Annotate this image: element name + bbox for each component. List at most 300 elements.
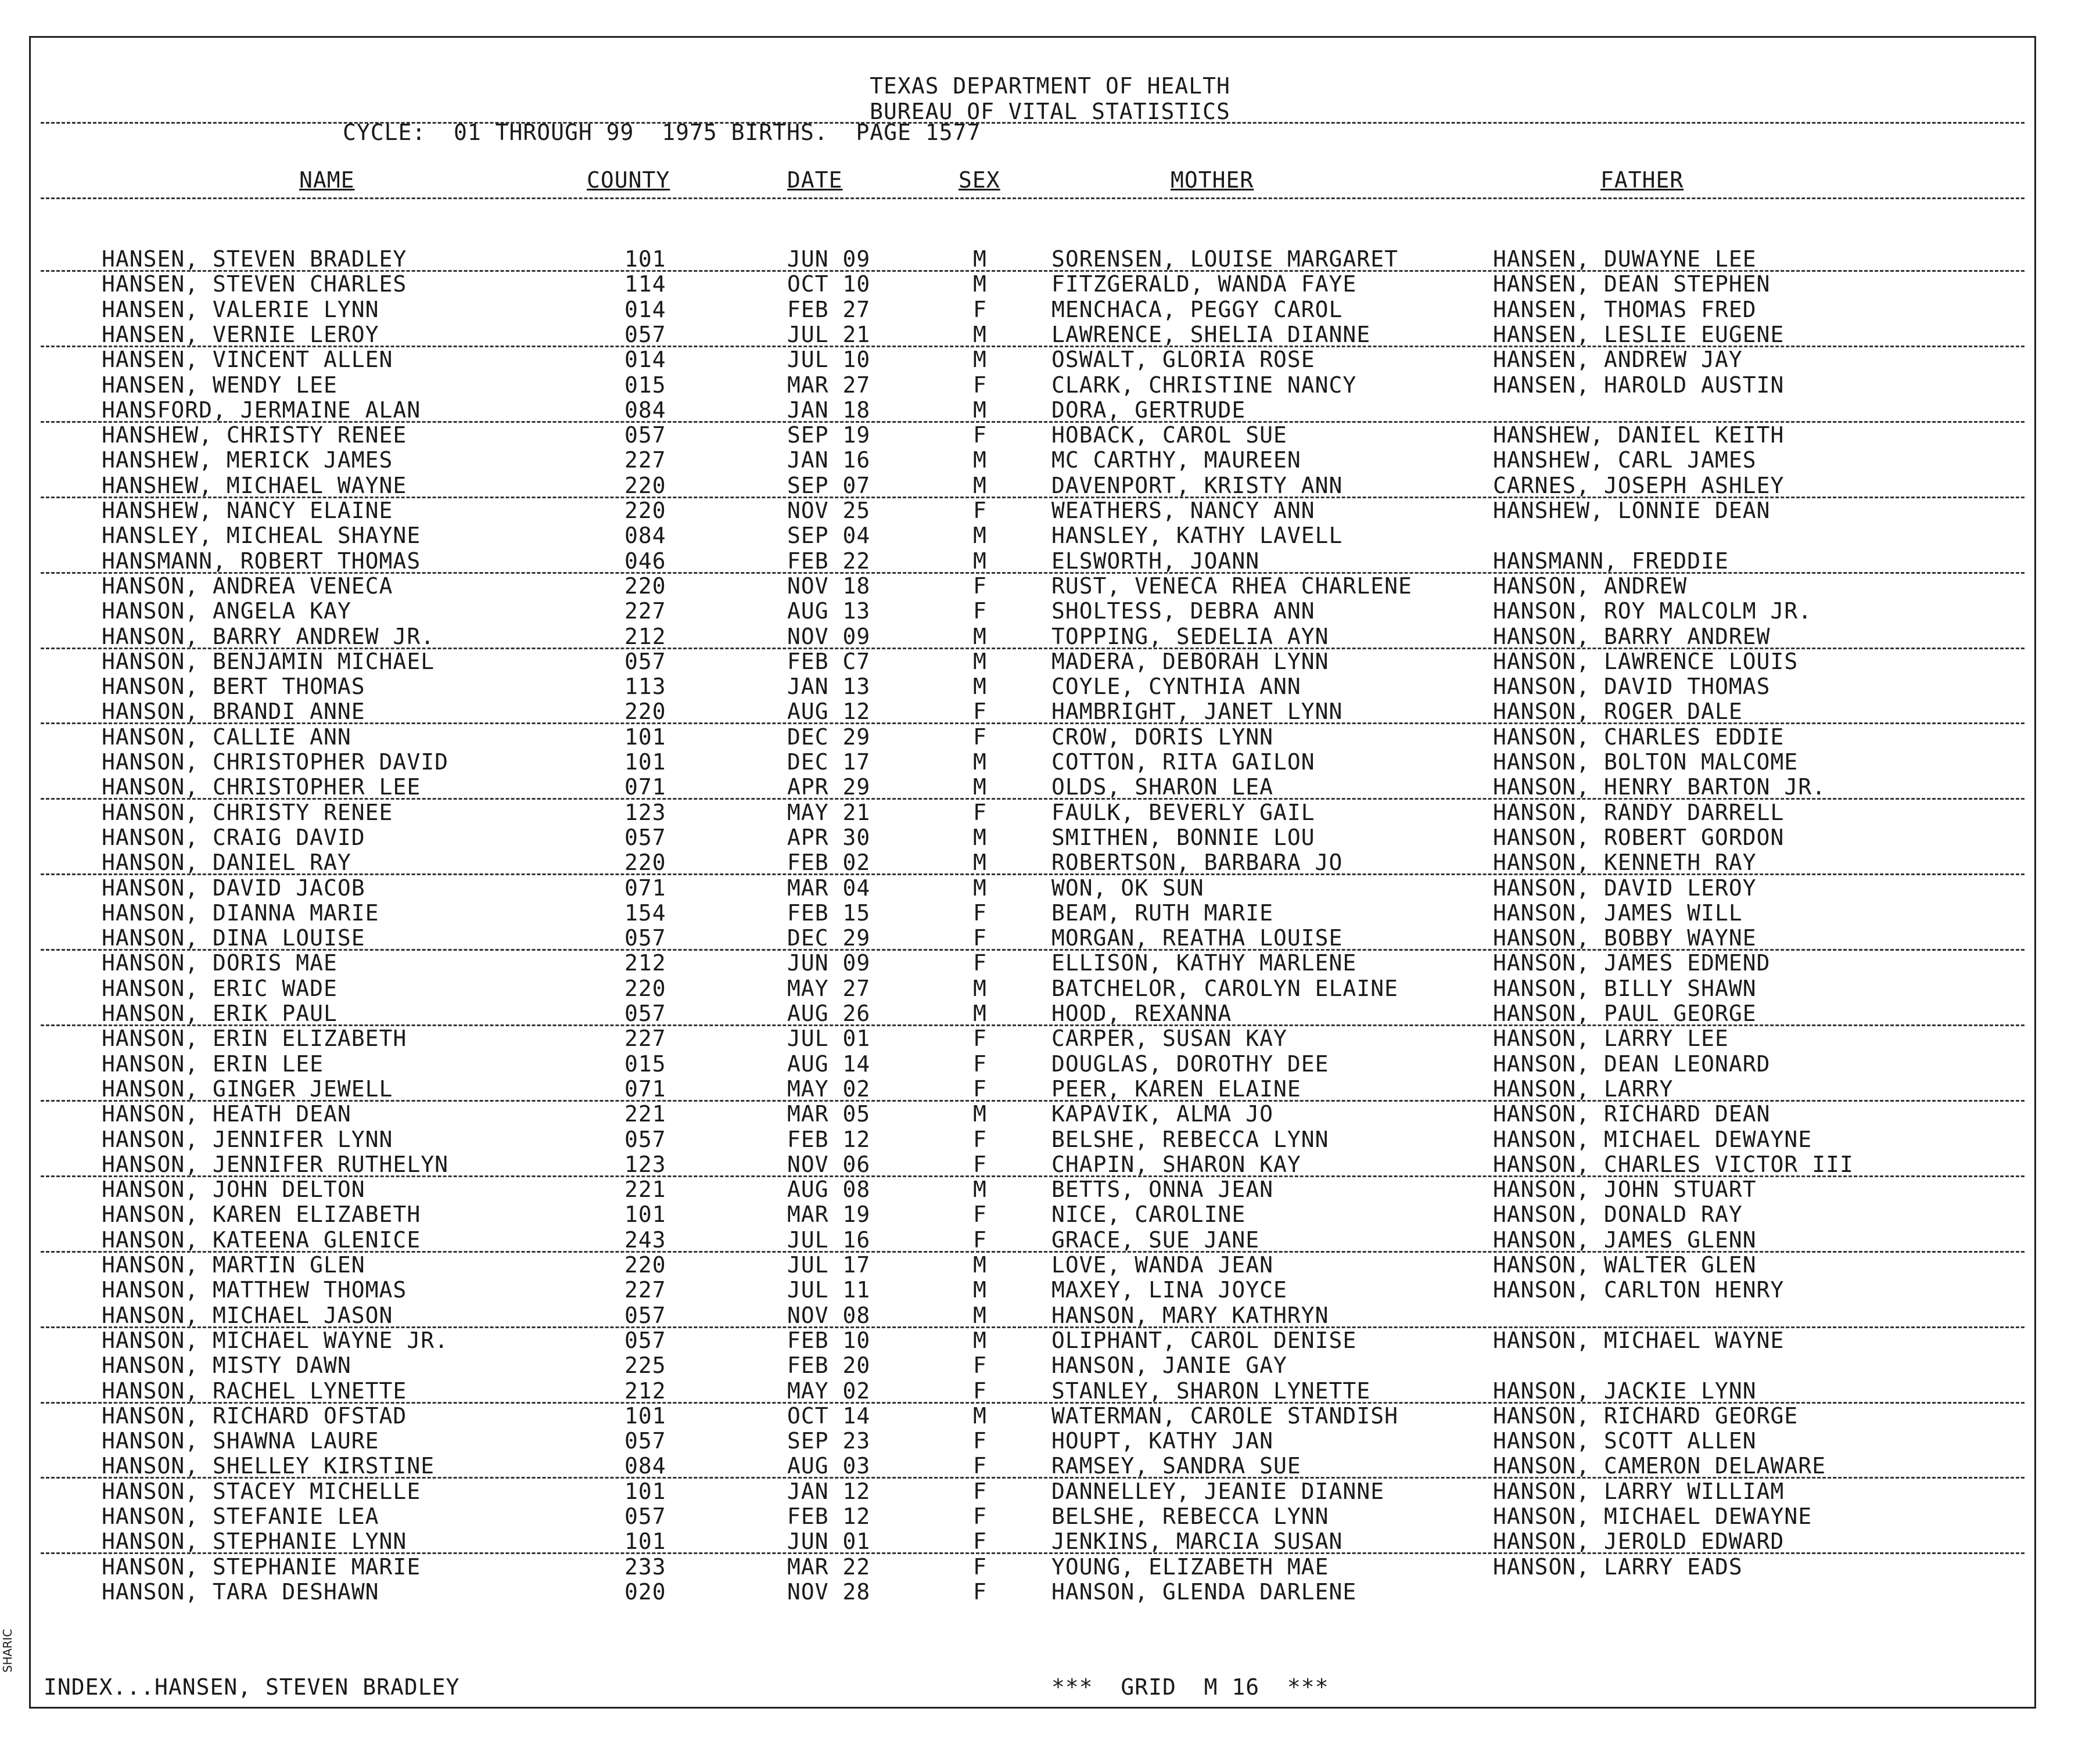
- record-sex: M: [973, 271, 987, 297]
- record-row: [0, 1429, 2100, 1454]
- record-county: 220: [624, 699, 666, 724]
- record-sex: F: [973, 1051, 987, 1077]
- col-sex-header: SEX: [959, 167, 1000, 193]
- record-row: [0, 523, 2100, 548]
- record-name: HANSON, BARRY ANDREW JR.: [102, 624, 435, 649]
- record-row: [0, 1026, 2100, 1051]
- record-name: HANSON, SHAWNA LAURE: [102, 1428, 379, 1454]
- record-row: [0, 951, 2100, 976]
- record-row: [0, 624, 2100, 649]
- record-mother: WATERMAN, CAROLE STANDISH: [1051, 1403, 1398, 1429]
- record-mother: SMITHEN, BONNIE LOU: [1051, 825, 1315, 850]
- record-name: HANSON, MICHAEL JASON: [102, 1303, 393, 1328]
- record-father: HANSEN, LESLIE EUGENE: [1493, 322, 1785, 347]
- record-county: 014: [624, 347, 666, 372]
- record-date: MAR 19: [787, 1202, 871, 1227]
- record-mother: DAVENPORT, KRISTY ANN: [1051, 473, 1343, 498]
- record-father: HANSON, LARRY WILLIAM: [1493, 1479, 1785, 1504]
- record-name: HANSON, JOHN DELTON: [102, 1177, 365, 1202]
- record-date: JUL 21: [787, 322, 871, 347]
- record-sex: F: [973, 422, 987, 448]
- record-row: [0, 1077, 2100, 1102]
- record-row: [0, 473, 2100, 498]
- record-sex: F: [973, 1504, 987, 1529]
- record-county: 101: [624, 724, 666, 750]
- record-mother: DORA, GERTRUDE: [1051, 397, 1246, 423]
- record-row: [0, 1328, 2100, 1353]
- record-name: HANSFORD, JERMAINE ALAN: [102, 397, 421, 423]
- record-name: HANSON, ERIN LEE: [102, 1051, 324, 1077]
- record-date: DEC 17: [787, 749, 871, 775]
- record-father: HANSON, PAUL GEORGE: [1493, 1001, 1757, 1026]
- record-sex: F: [973, 1152, 987, 1177]
- record-name: HANSHEW, NANCY ELAINE: [102, 498, 393, 523]
- record-date: APR 30: [787, 825, 871, 850]
- record-father: HANSEN, DUWAYNE LEE: [1493, 246, 1757, 272]
- record-father: HANSON, JACKIE LYNN: [1493, 1378, 1757, 1404]
- record-mother: BETTS, ONNA JEAN: [1051, 1177, 1274, 1202]
- record-father: HANSON, WALTER GLEN: [1493, 1252, 1757, 1278]
- record-sex: M: [973, 1001, 987, 1026]
- record-father: HANSON, CHARLES VICTOR III: [1493, 1152, 1854, 1177]
- record-mother: SORENSEN, LOUISE MARGARET: [1051, 246, 1398, 272]
- record-mother: BELSHE, REBECCA LYNN: [1051, 1127, 1329, 1152]
- record-name: HANSLEY, MICHEAL SHAYNE: [102, 523, 421, 548]
- record-row: [0, 1278, 2100, 1303]
- record-father: HANSEN, THOMAS FRED: [1493, 297, 1757, 322]
- record-mother: ELLISON, KATHY MARLENE: [1051, 950, 1357, 976]
- record-date: SEP 04: [787, 523, 871, 548]
- record-county: 084: [624, 1453, 666, 1479]
- record-date: AUG 14: [787, 1051, 871, 1077]
- record-sex: F: [973, 1353, 987, 1378]
- record-date: JUN 09: [787, 950, 871, 976]
- record-row: [0, 1379, 2100, 1404]
- record-date: JAN 16: [787, 447, 871, 473]
- record-date: MAY 02: [787, 1076, 871, 1102]
- record-name: HANSON, KATEENA GLENICE: [102, 1227, 421, 1253]
- record-county: 057: [624, 1303, 666, 1328]
- record-sex: M: [973, 246, 987, 272]
- record-county: 113: [624, 674, 666, 699]
- record-sex: F: [973, 297, 987, 322]
- record-name: HANSHEW, MICHAEL WAYNE: [102, 473, 407, 498]
- record-mother: KAPAVIK, ALMA JO: [1051, 1101, 1274, 1127]
- record-county: 015: [624, 1051, 666, 1077]
- record-mother: COTTON, RITA GAILON: [1051, 749, 1315, 775]
- record-mother: DOUGLAS, DOROTHY DEE: [1051, 1051, 1329, 1077]
- record-name: HANSON, CHRISTOPHER DAVID: [102, 749, 448, 775]
- record-name: HANSON, STEFANIE LEA: [102, 1504, 379, 1529]
- record-sex: F: [973, 598, 987, 624]
- record-county: 101: [624, 1403, 666, 1429]
- record-father: HANSEN, DEAN STEPHEN: [1493, 271, 1771, 297]
- record-sex: F: [973, 1453, 987, 1479]
- record-row: [0, 247, 2100, 272]
- record-date: MAR 27: [787, 372, 871, 398]
- record-name: HANSON, BERT THOMAS: [102, 674, 365, 699]
- record-row: [0, 322, 2100, 347]
- record-father: HANSON, ROBERT GORDON: [1493, 825, 1785, 850]
- record-name: HANSEN, VERNIE LEROY: [102, 322, 379, 347]
- record-father: HANSON, JOHN STUART: [1493, 1177, 1757, 1202]
- record-name: HANSEN, VINCENT ALLEN: [102, 347, 393, 372]
- record-mother: DANNELLEY, JEANIE DIANNE: [1051, 1479, 1385, 1504]
- record-row: [0, 448, 2100, 473]
- record-name: HANSON, ANGELA KAY: [102, 598, 351, 624]
- record-mother: MAXEY, LINA JOYCE: [1051, 1277, 1287, 1303]
- record-mother: OLIPHANT, CAROL DENISE: [1051, 1328, 1357, 1353]
- record-row: [0, 1555, 2100, 1580]
- record-name: HANSON, CHRISTOPHER LEE: [102, 774, 421, 800]
- col-county-header: COUNTY: [587, 167, 670, 193]
- record-father: HANSON, LARRY LEE: [1493, 1026, 1729, 1051]
- record-county: 243: [624, 1227, 666, 1253]
- record-sex: F: [973, 1026, 987, 1051]
- record-county: 084: [624, 397, 666, 423]
- record-name: HANSHEW, CHRISTY RENEE: [102, 422, 407, 448]
- record-father: HANSMANN, FREDDIE: [1493, 548, 1729, 574]
- record-row: [0, 599, 2100, 624]
- record-father: HANSON, ROY MALCOLM JR.: [1493, 598, 1812, 624]
- record-mother: TOPPING, SEDELIA AYN: [1051, 624, 1329, 649]
- record-mother: COYLE, CYNTHIA ANN: [1051, 674, 1301, 699]
- record-date: MAR 22: [787, 1554, 871, 1580]
- record-county: 071: [624, 774, 666, 800]
- record-county: 101: [624, 749, 666, 775]
- record-date: MAY 21: [787, 800, 871, 825]
- record-county: 101: [624, 1202, 666, 1227]
- record-county: 014: [624, 297, 666, 322]
- record-row: [0, 1580, 2100, 1605]
- record-mother: HANSON, JANIE GAY: [1051, 1353, 1287, 1378]
- record-father: HANSON, ANDREW: [1493, 573, 1688, 599]
- record-county: 057: [624, 925, 666, 951]
- record-date: SEP 07: [787, 473, 871, 498]
- record-row: [0, 272, 2100, 297]
- record-mother: GRACE, SUE JANE: [1051, 1227, 1260, 1253]
- record-sex: M: [973, 1403, 987, 1429]
- record-mother: CARPER, SUSAN KAY: [1051, 1026, 1287, 1051]
- record-county: 227: [624, 598, 666, 624]
- record-mother: CHAPIN, SHARON KAY: [1051, 1152, 1301, 1177]
- record-mother: CLARK, CHRISTINE NANCY: [1051, 372, 1357, 398]
- record-sex: F: [973, 1554, 987, 1580]
- record-date: AUG 03: [787, 1453, 871, 1479]
- record-date: JUL 17: [787, 1252, 871, 1278]
- record-county: 101: [624, 1479, 666, 1504]
- record-mother: RAMSEY, SANDRA SUE: [1051, 1453, 1301, 1479]
- record-row: [0, 1152, 2100, 1177]
- record-mother: LOVE, WANDA JEAN: [1051, 1252, 1274, 1278]
- record-name: HANSON, MISTY DAWN: [102, 1353, 351, 1378]
- record-date: FEB C7: [787, 649, 871, 674]
- record-row: [0, 1479, 2100, 1504]
- record-sex: F: [973, 1076, 987, 1102]
- record-father: HANSEN, ANDREW JAY: [1493, 347, 1743, 372]
- record-name: HANSON, MICHAEL WAYNE JR.: [102, 1328, 448, 1353]
- record-row: [0, 347, 2100, 372]
- col-date-header: DATE: [787, 167, 843, 193]
- record-father: HANSON, BOBBY WAYNE: [1493, 925, 1757, 951]
- record-father: CARNES, JOSEPH ASHLEY: [1493, 473, 1785, 498]
- record-sex: M: [973, 976, 987, 1001]
- record-mother: HOBACK, CAROL SUE: [1051, 422, 1287, 448]
- record-father: HANSON, ROGER DALE: [1493, 699, 1743, 724]
- record-county: 057: [624, 649, 666, 674]
- record-date: JAN 12: [787, 1479, 871, 1504]
- record-sex: M: [973, 1303, 987, 1328]
- record-name: HANSON, DAVID JACOB: [102, 875, 365, 901]
- record-date: JUL 01: [787, 1026, 871, 1051]
- record-father: HANSON, KENNETH RAY: [1493, 850, 1757, 875]
- record-name: HANSON, TARA DESHAWN: [102, 1579, 379, 1605]
- record-date: OCT 14: [787, 1403, 871, 1429]
- record-father: HANSON, SCOTT ALLEN: [1493, 1428, 1757, 1454]
- record-county: 154: [624, 900, 666, 926]
- record-sex: F: [973, 1378, 987, 1404]
- record-date: FEB 12: [787, 1127, 871, 1152]
- record-date: SEP 19: [787, 422, 871, 448]
- record-father: HANSON, BILLY SHAWN: [1493, 976, 1757, 1001]
- record-date: FEB 10: [787, 1328, 871, 1353]
- record-name: HANSON, KAREN ELIZABETH: [102, 1202, 421, 1227]
- record-sex: M: [973, 523, 987, 548]
- record-row: [0, 876, 2100, 901]
- record-sex: F: [973, 1428, 987, 1454]
- record-date: JUL 10: [787, 347, 871, 372]
- record-date: DEC 29: [787, 724, 871, 750]
- record-mother: FAULK, BEVERLY GAIL: [1051, 800, 1315, 825]
- record-county: 071: [624, 1076, 666, 1102]
- record-father: HANSON, DONALD RAY: [1493, 1202, 1743, 1227]
- record-sex: M: [973, 1277, 987, 1303]
- record-mother: WON, OK SUN: [1051, 875, 1204, 901]
- record-sex: F: [973, 498, 987, 523]
- record-father: HANSEN, HAROLD AUSTIN: [1493, 372, 1785, 398]
- record-name: HANSON, BRANDI ANNE: [102, 699, 365, 724]
- record-date: FEB 27: [787, 297, 871, 322]
- record-date: JUL 16: [787, 1227, 871, 1253]
- record-father: HANSON, HENRY BARTON JR.: [1493, 774, 1826, 800]
- record-name: HANSEN, STEVEN BRADLEY: [102, 246, 407, 272]
- record-sex: F: [973, 699, 987, 724]
- record-mother: RUST, VENECA RHEA CHARLENE: [1051, 573, 1412, 599]
- record-mother: HANSLEY, KATHY LAVELL: [1051, 523, 1343, 548]
- record-sex: M: [973, 473, 987, 498]
- record-father: HANSON, LAWRENCE LOUIS: [1493, 649, 1799, 674]
- record-row: [0, 699, 2100, 724]
- record-mother: HOUPT, KATHY JAN: [1051, 1428, 1274, 1454]
- record-sex: M: [973, 1177, 987, 1202]
- record-name: HANSEN, WENDY LEE: [102, 372, 338, 398]
- header-rule: [41, 122, 2024, 124]
- record-county: 227: [624, 447, 666, 473]
- record-mother: BATCHELOR, CAROLYN ELAINE: [1051, 976, 1398, 1001]
- record-father: HANSON, MICHAEL DEWAYNE: [1493, 1504, 1812, 1529]
- record-row: [0, 850, 2100, 875]
- record-father: HANSON, JAMES EDMEND: [1493, 950, 1771, 976]
- record-county: 220: [624, 976, 666, 1001]
- record-county: 057: [624, 422, 666, 448]
- record-mother: STANLEY, SHARON LYNETTE: [1051, 1378, 1371, 1404]
- record-county: 123: [624, 1152, 666, 1177]
- record-name: HANSHEW, MERICK JAMES: [102, 447, 393, 473]
- record-mother: JENKINS, MARCIA SUSAN: [1051, 1529, 1343, 1554]
- record-county: 220: [624, 573, 666, 599]
- record-row: [0, 574, 2100, 599]
- record-name: HANSMANN, ROBERT THOMAS: [102, 548, 421, 574]
- record-row: [0, 1177, 2100, 1202]
- record-name: HANSON, ERIK PAUL: [102, 1001, 338, 1026]
- record-row: [0, 1404, 2100, 1429]
- record-county: 212: [624, 950, 666, 976]
- col-mother-header: MOTHER: [1171, 167, 1254, 193]
- record-name: HANSEN, STEVEN CHARLES: [102, 271, 407, 297]
- record-date: MAR 04: [787, 875, 871, 901]
- record-row: [0, 1253, 2100, 1278]
- record-row: [0, 398, 2100, 423]
- record-mother: OLDS, SHARON LEA: [1051, 774, 1274, 800]
- record-mother: CROW, DORIS LYNN: [1051, 724, 1274, 750]
- record-date: FEB 20: [787, 1353, 871, 1378]
- record-father: HANSON, DAVID THOMAS: [1493, 674, 1771, 699]
- record-mother: NICE, CAROLINE: [1051, 1202, 1246, 1227]
- record-date: NOV 25: [787, 498, 871, 523]
- record-father: HANSON, DEAN LEONARD: [1493, 1051, 1771, 1077]
- record-county: 046: [624, 548, 666, 574]
- record-row: [0, 800, 2100, 825]
- record-sex: F: [973, 1479, 987, 1504]
- record-sex: F: [973, 1579, 987, 1605]
- grid-label: *** GRID M 16 ***: [1051, 1674, 1329, 1700]
- record-mother: MC CARTHY, MAUREEN: [1051, 447, 1301, 473]
- record-row: [0, 775, 2100, 800]
- record-name: HANSON, ERIN ELIZABETH: [102, 1026, 407, 1051]
- record-father: HANSON, RANDY DARRELL: [1493, 800, 1785, 825]
- record-sex: F: [973, 900, 987, 926]
- record-row: [0, 725, 2100, 750]
- record-date: JUN 09: [787, 246, 871, 272]
- record-father: HANSHEW, DANIEL KEITH: [1493, 422, 1785, 448]
- record-row: [0, 1202, 2100, 1227]
- record-county: 084: [624, 523, 666, 548]
- record-name: HANSEN, VALERIE LYNN: [102, 297, 379, 322]
- record-county: 212: [624, 624, 666, 649]
- record-mother: HANSON, GLENDA DARLENE: [1051, 1579, 1357, 1605]
- record-county: 057: [624, 1428, 666, 1454]
- record-row: [0, 498, 2100, 523]
- record-date: FEB 02: [787, 850, 871, 875]
- record-father: HANSON, BARRY ANDREW: [1493, 624, 1771, 649]
- record-mother: LAWRENCE, SHELIA DIANNE: [1051, 322, 1371, 347]
- record-sex: F: [973, 1529, 987, 1554]
- record-row: [0, 1529, 2100, 1554]
- record-mother: MORGAN, REATHA LOUISE: [1051, 925, 1343, 951]
- record-date: AUG 08: [787, 1177, 871, 1202]
- record-date: FEB 22: [787, 548, 871, 574]
- record-name: HANSON, CHRISTY RENEE: [102, 800, 393, 825]
- record-date: APR 29: [787, 774, 871, 800]
- record-sex: M: [973, 397, 987, 423]
- record-date: MAY 02: [787, 1378, 871, 1404]
- record-name: HANSON, CRAIG DAVID: [102, 825, 365, 850]
- record-date: FEB 15: [787, 900, 871, 926]
- record-date: JUN 01: [787, 1529, 871, 1554]
- record-county: 220: [624, 473, 666, 498]
- record-mother: WEATHERS, NANCY ANN: [1051, 498, 1315, 523]
- record-mother: HOOD, REXANNA: [1051, 1001, 1232, 1026]
- record-name: HANSON, MATTHEW THOMAS: [102, 1277, 407, 1303]
- record-name: HANSON, STEPHANIE MARIE: [102, 1554, 421, 1580]
- record-county: 057: [624, 1328, 666, 1353]
- record-row: [0, 373, 2100, 398]
- record-county: 057: [624, 825, 666, 850]
- record-name: HANSON, SHELLEY KIRSTINE: [102, 1453, 435, 1479]
- record-county: 057: [624, 1127, 666, 1152]
- record-sex: M: [973, 774, 987, 800]
- record-date: SEP 23: [787, 1428, 871, 1454]
- record-county: 227: [624, 1277, 666, 1303]
- record-mother: ELSWORTH, JOANN: [1051, 548, 1260, 574]
- record-name: HANSON, DINA LOUISE: [102, 925, 365, 951]
- record-row: [0, 423, 2100, 448]
- record-sex: M: [973, 1252, 987, 1278]
- record-county: 057: [624, 1504, 666, 1529]
- record-father: HANSHEW, LONNIE DEAN: [1493, 498, 1771, 523]
- record-county: 071: [624, 875, 666, 901]
- record-county: 220: [624, 850, 666, 875]
- record-sex: F: [973, 1227, 987, 1253]
- record-sex: M: [973, 1328, 987, 1353]
- record-county: 212: [624, 1378, 666, 1404]
- record-father: HANSHEW, CARL JAMES: [1493, 447, 1757, 473]
- record-name: HANSON, RICHARD OFSTAD: [102, 1403, 407, 1429]
- record-row: [0, 825, 2100, 850]
- record-county: 221: [624, 1177, 666, 1202]
- record-row: [0, 1052, 2100, 1077]
- agency-title: TEXAS DEPARTMENT OF HEALTH: [870, 73, 1230, 99]
- record-date: OCT 10: [787, 271, 871, 297]
- record-mother: OSWALT, GLORIA ROSE: [1051, 347, 1315, 372]
- record-mother: BELSHE, REBECCA LYNN: [1051, 1504, 1329, 1529]
- record-sex: M: [973, 322, 987, 347]
- record-mother: ROBERTSON, BARBARA JO: [1051, 850, 1343, 875]
- record-date: MAY 27: [787, 976, 871, 1001]
- record-county: 057: [624, 1001, 666, 1026]
- record-county: 020: [624, 1579, 666, 1605]
- record-date: NOV 09: [787, 624, 871, 649]
- record-name: HANSON, BENJAMIN MICHAEL: [102, 649, 435, 674]
- record-name: HANSON, RACHEL LYNETTE: [102, 1378, 407, 1404]
- record-sex: M: [973, 649, 987, 674]
- record-date: JAN 18: [787, 397, 871, 423]
- col-father-header: FATHER: [1600, 167, 1684, 193]
- record-name: HANSON, ANDREA VENECA: [102, 573, 393, 599]
- record-name: HANSON, JENNIFER RUTHELYN: [102, 1152, 448, 1177]
- record-name: HANSON, MARTIN GLEN: [102, 1252, 365, 1278]
- record-row: [0, 1127, 2100, 1152]
- record-date: JAN 13: [787, 674, 871, 699]
- record-mother: FITZGERALD, WANDA FAYE: [1051, 271, 1357, 297]
- record-row: [0, 901, 2100, 926]
- record-sex: M: [973, 875, 987, 901]
- record-county: 233: [624, 1554, 666, 1580]
- record-sex: F: [973, 925, 987, 951]
- column-header-rule: [41, 197, 2024, 199]
- record-father: HANSON, CAMERON DELAWARE: [1493, 1453, 1826, 1479]
- record-father: HANSON, CHARLES EDDIE: [1493, 724, 1785, 750]
